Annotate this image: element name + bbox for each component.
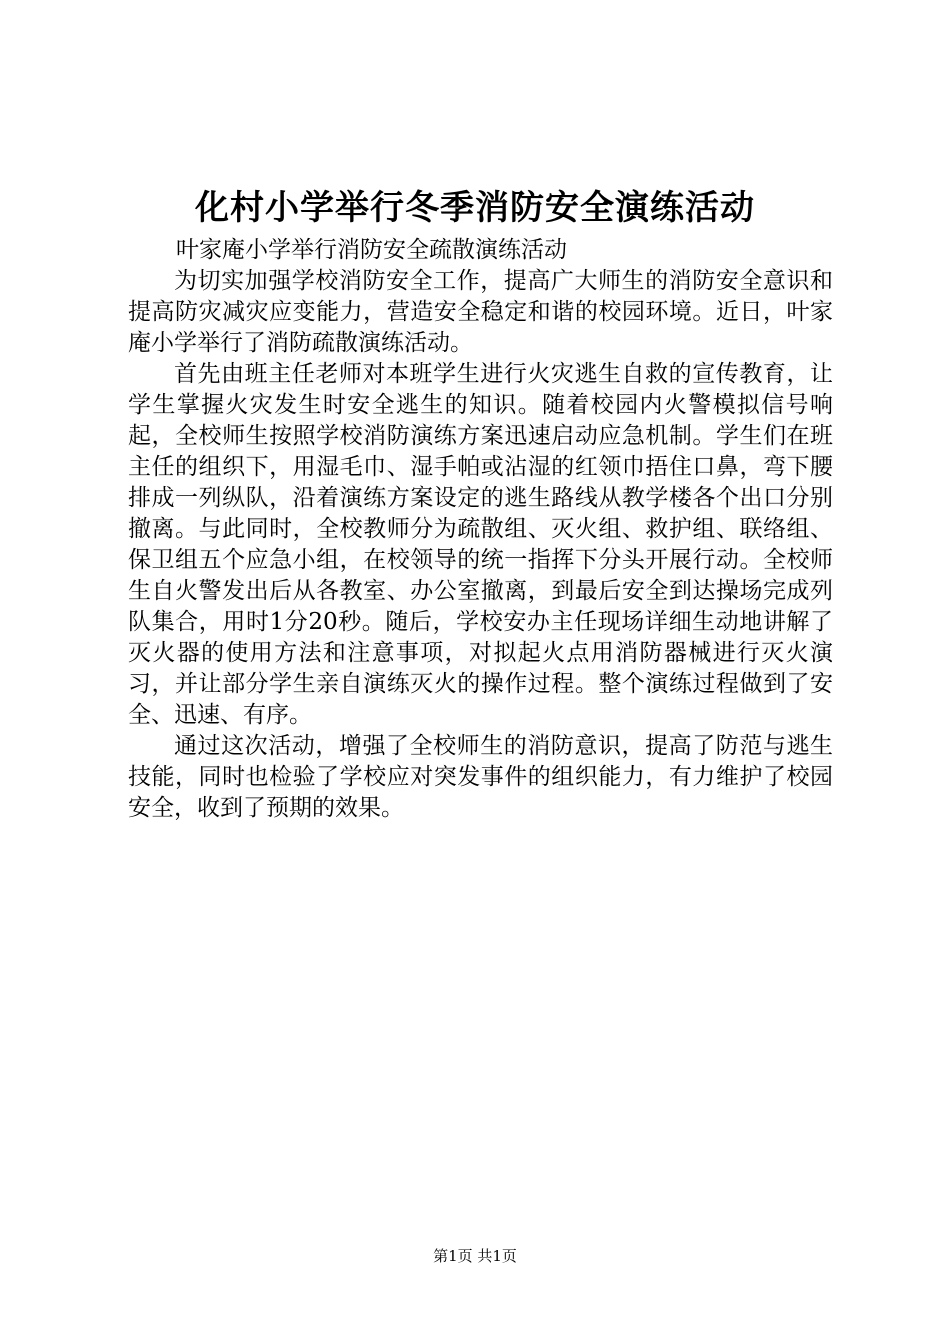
paragraph-conclusion: 通过这次活动，增强了全校师生的消防意识，提高了防范与逃生技能，同时也检验了学校应对突发事件的组织能力，有力维护了校园安全，收到了预期的效果。 [128, 733, 833, 821]
paragraph-intro: 为切实加强学校消防安全工作，提高广大师生的消防安全意识和提高防灾减灾应变能力，营造安全稳定和谐的校园环境。近日，叶家庵小学举行了消防疏散演练活动。 [128, 268, 833, 356]
document-body [128, 235, 833, 824]
paragraph-drill-details: 首先由班主任老师对本班学生进行火灾逃生自救的宣传教育，让学生掌握火灾发生时安全逃生的知识。随着校园内火警模拟信号响起，全校师生按照学校消防演练方案迅速启动应急机制。学生们在班主任的组织下，用湿毛巾、湿手帕或沾湿的红领巾捂住口鼻，弯下腰排成一列纵队，沿着演练方案设定的逃生路线从教学楼各个出口分别撤离。与此同时，全校教师分为疏散组、灭火组、救护组、联络组、保卫组五个应急小组，在校领导的统一指挥下分头开展行动。全校师生自火警发出后从各教室、办公室撤离，到最后安全到达操场完成列队集合，用时1分20秒。随后，学校安办主任现场详细生动地讲解了灭火器的使用方法和注意事项，对拟起火点用消防器械进行灭火演习，并让部分学生亲自演练灭火的操作过程。整个演练过程做到了安全、迅速、有序。 [128, 361, 833, 728]
document-title: 化村小学举行冬季消防安全演练活动 [195, 188, 755, 228]
document-subtitle: 叶家庵小学举行消防安全疏散演练活动 [176, 237, 567, 263]
page-number-footer: 第1页 共1页 [433, 1247, 517, 1265]
